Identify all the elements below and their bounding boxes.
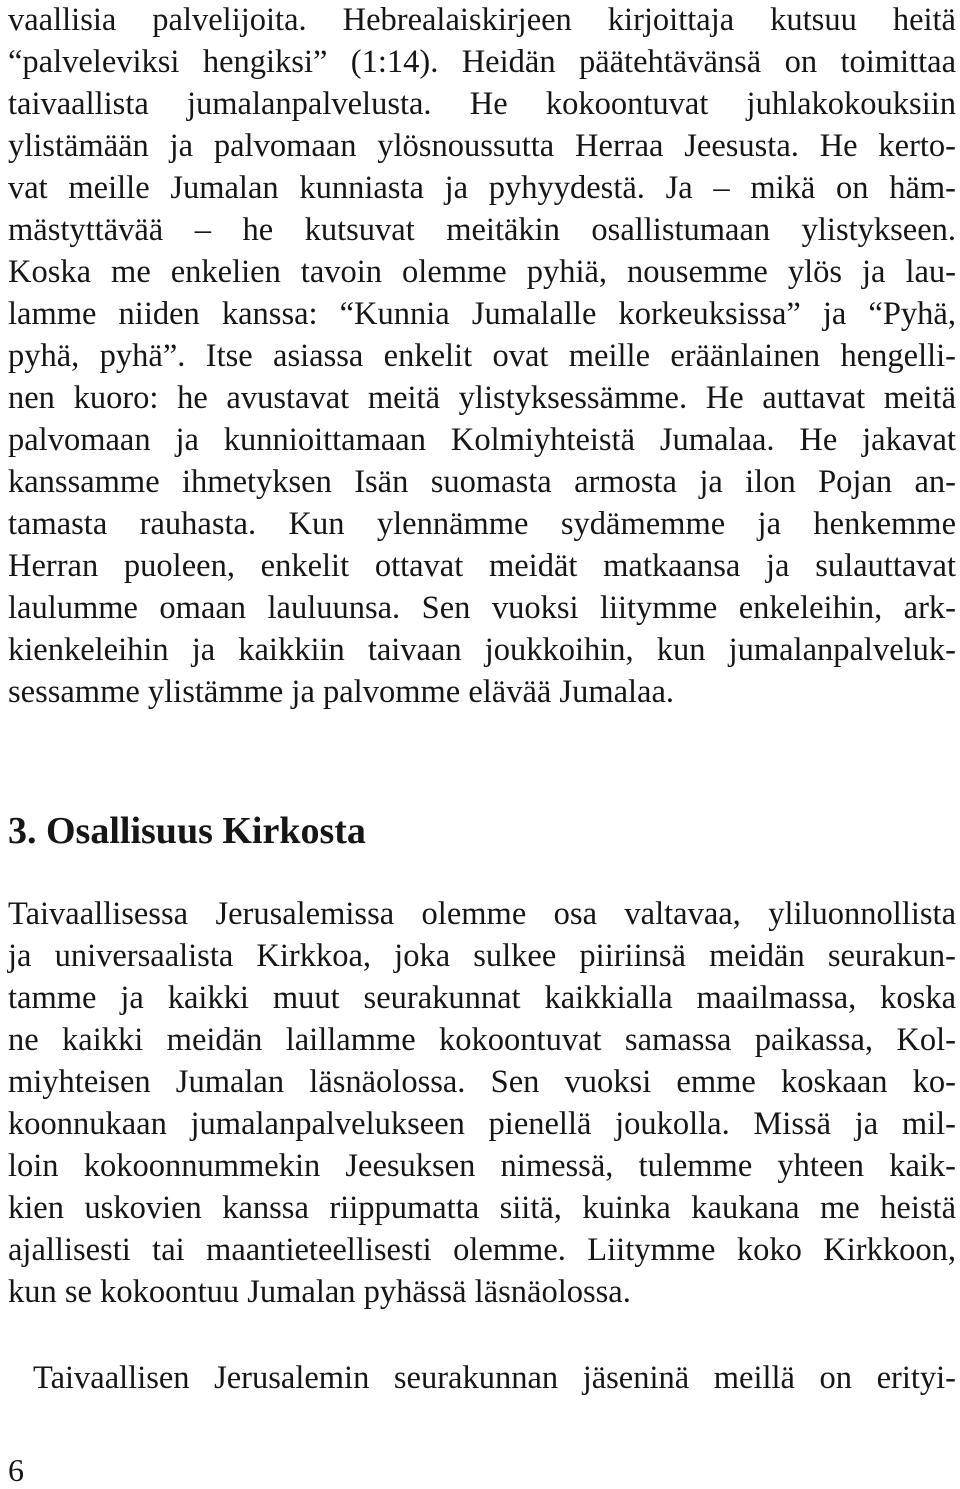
text-line: lamme niiden kanssa: “Kunnia Jumalalle korkeuksissa” ja “Pyhä,: [8, 296, 956, 332]
text-line: mästyttävää – he kutsuvat meitäkin osallistumaan ylistykseen.: [8, 212, 956, 248]
text-line: palvomaan ja kunnioittamaan Kolmiyhteistä Jumalaa. He jakavat: [8, 422, 956, 458]
text-line: vaallisia palvelijoita. Hebrealaiskirjeen kirjoittaja kutsuu heitä: [8, 2, 956, 38]
text-line: kanssamme ihmetyksen Isän suomasta armosta ja ilon Pojan an-: [8, 464, 956, 500]
text-line: koonnukaan jumalanpalvelukseen pienellä joukolla. Missä ja mil-: [8, 1106, 956, 1142]
page-number: 6: [8, 1452, 24, 1488]
text-line: Herran puoleen, enkelit ottavat meidät matkaansa ja sulauttavat: [8, 548, 956, 584]
text-line: “palveleviksi hengiksi” (1:14). Heidän päätehtävänsä on toimittaa: [8, 44, 956, 80]
text-line: tamasta rauhasta. Kun ylennämme sydämemme ja henkemme: [8, 506, 956, 542]
text-line: ne kaikki meidän laillamme kokoontuvat samassa paikassa, Kol-: [8, 1022, 956, 1058]
text-line: vat meille Jumalan kunniasta ja pyhyydestä. Ja – mikä on häm-: [8, 170, 956, 206]
text-line: kienkeleihin ja kaikkiin taivaan joukkoihin, kun jumalanpalveluk-: [8, 632, 956, 668]
text-line: ja universaalista Kirkkoa, joka sulkee piiriinsä meidän seurakun-: [8, 938, 956, 974]
text-line: taivaallista jumalanpalvelusta. He kokoontuvat juhlakokouksiin: [8, 86, 956, 122]
text-line: miyhteisen Jumalan läsnäolossa. Sen vuoksi emme koskaan ko-: [8, 1064, 956, 1100]
text-line: sessamme ylistämme ja palvomme elävää Jumalaa.: [8, 674, 675, 710]
text-line: laulumme omaan lauluunsa. Sen vuoksi liitymme enkeleihin, ark-: [8, 590, 956, 626]
text-line: loin kokoonnummekin Jeesuksen nimessä, tulemme yhteen kaik-: [8, 1148, 956, 1184]
text-line: pyhä, pyhä”. Itse asiassa enkelit ovat meille eräänlainen hengelli-: [8, 338, 956, 374]
text-line: Taivaallisen Jerusalemin seurakunnan jäseninä meillä on erityi-: [33, 1360, 956, 1396]
section-heading: 3. Osallisuus Kirkosta: [8, 810, 366, 852]
text-line: Taivaallisessa Jerusalemissa olemme osa valtavaa, yliluonnollista: [8, 896, 956, 932]
text-line: kien uskovien kanssa riippumatta siitä, kuinka kaukana me heistä: [8, 1190, 956, 1226]
text-line: ajallisesti tai maantieteellisesti olemme. Liitymme koko Kirkkoon,: [8, 1232, 956, 1268]
text-line: ylistämään ja palvomaan ylösnoussutta Herraa Jeesusta. He kerto-: [8, 128, 956, 164]
text-line: nen kuoro: he avustavat meitä ylistyksessämme. He auttavat meitä: [8, 380, 956, 416]
text-line: tamme ja kaikki muut seurakunnat kaikkialla maailmassa, koska: [8, 980, 956, 1016]
text-line: Koska me enkelien tavoin olemme pyhiä, nousemme ylös ja lau-: [8, 254, 956, 290]
text-line: kun se kokoontuu Jumalan pyhässä läsnäolossa.: [8, 1274, 631, 1310]
